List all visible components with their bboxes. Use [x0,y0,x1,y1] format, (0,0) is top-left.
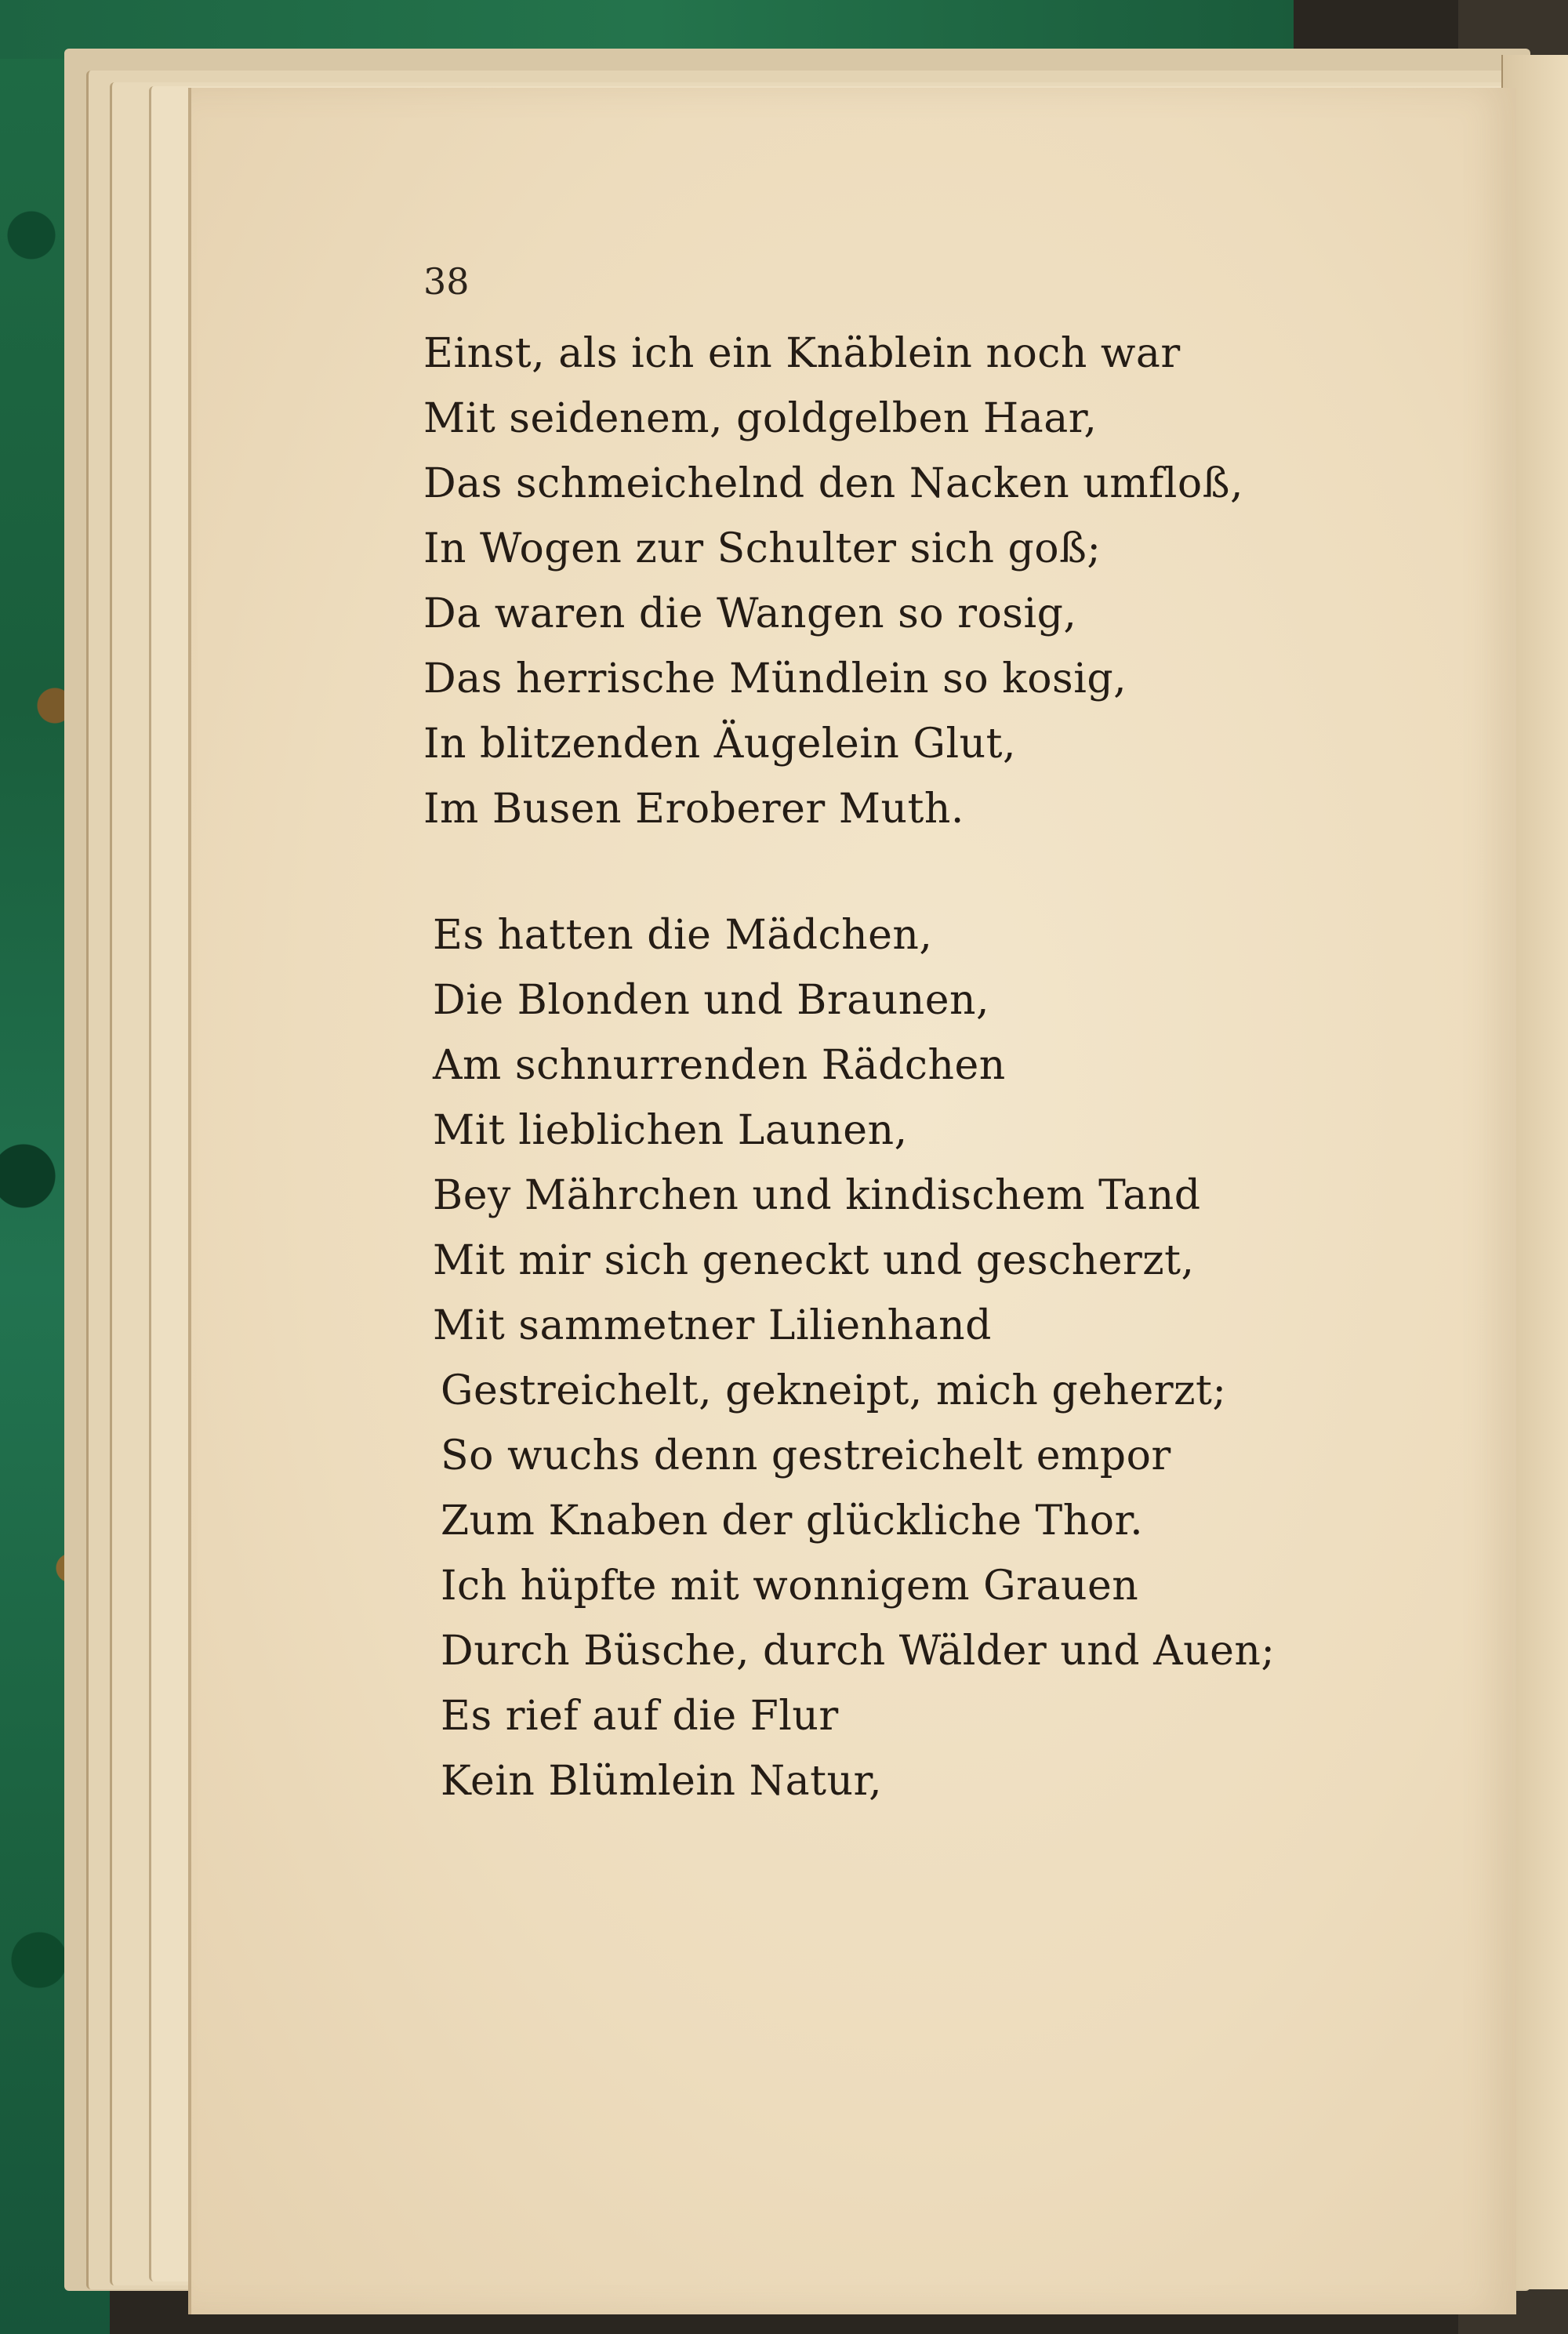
poem-line: In blitzenden Äugelein Glut, [423,721,1016,768]
poem-text [423,321,1364,1814]
poem-line: Bey Mährchen und kindischem Tand [433,1172,1201,1219]
poem-line: Es hatten die Mädchen, [433,912,933,959]
stanza-break [423,842,1364,903]
stanza [423,321,1364,842]
poem-line: Gestreichelt, gekneipt, mich geherzt; [441,1367,1227,1414]
stanza [423,903,1364,1814]
poem-line: Durch Büsche, durch Wälder und Auen; [441,1628,1276,1675]
poem-line: Kein Blümlein Natur, [441,1758,883,1805]
poem-line: Zum Knaben der glückliche Thor. [441,1497,1144,1545]
poem-line: Ich hüpfte mit wonnigem Grauen [441,1563,1139,1610]
page-number: 38 [423,260,470,303]
poem-line: Mit sammetner Lilienhand [433,1302,992,1349]
poem-line: Im Busen Eroberer Muth. [423,786,964,833]
poem-line: So wuchs denn gestreichelt empor [441,1432,1171,1479]
poem-line: Mit seidenem, goldgelben Haar, [423,395,1098,442]
poem-line: Das herrische Mündlein so kosig, [423,655,1127,702]
poem-line: Mit lieblichen Launen, [433,1107,908,1154]
poem-line: In Wogen zur Schulter sich goß; [423,525,1102,572]
poem-line: Da waren die Wangen so rosig, [423,590,1077,637]
poem-line: Es rief auf die Flur [441,1693,839,1740]
poem-line: Mit mir sich geneckt und gescherzt, [433,1237,1195,1284]
poem-line: Am schnurrenden Rädchen [433,1042,1006,1089]
poem-line: Einst, als ich ein Knäblein noch war [423,330,1181,377]
poem-line: Die Blonden und Braunen, [433,977,989,1024]
poem-line: Das schmeichelnd den Nacken umfloß, [423,460,1243,507]
